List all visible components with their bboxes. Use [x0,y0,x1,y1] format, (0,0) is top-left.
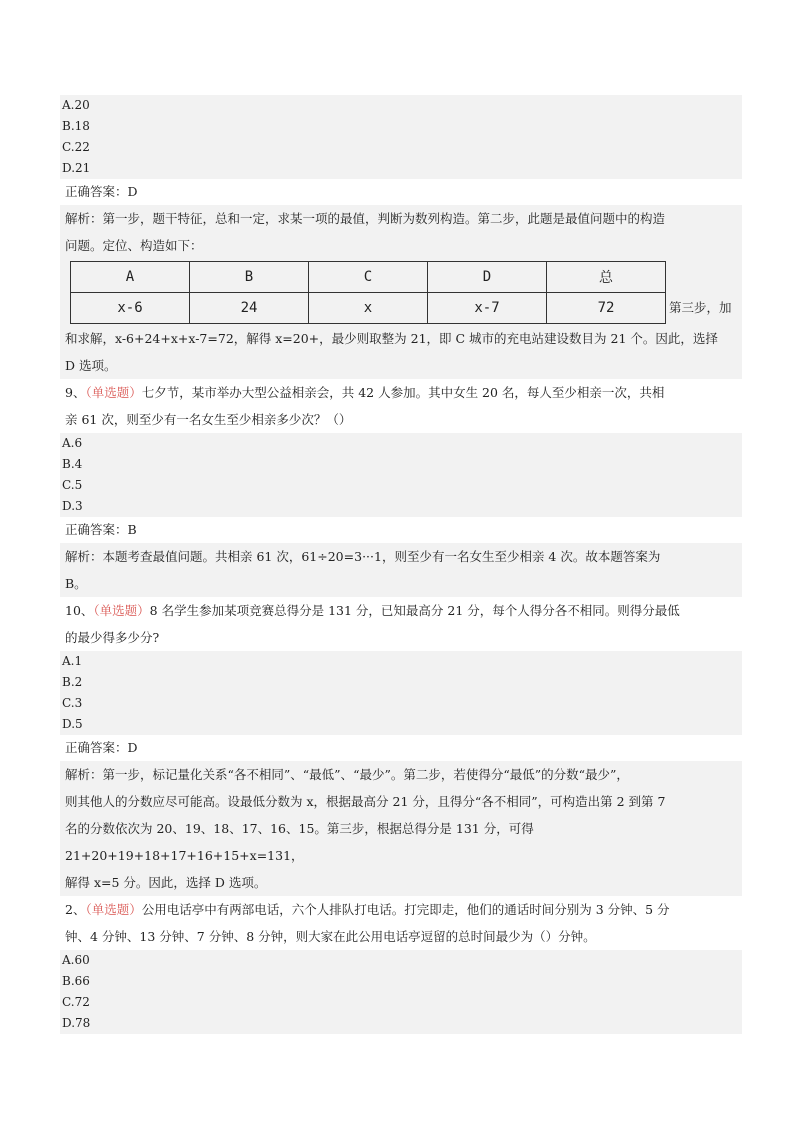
option-c[interactable]: C.3 [62,696,83,710]
q8-answer: 正确答案：D [65,184,138,199]
question-text: 七夕节，某市举办大型公益相亲会，共 42 人参加。其中女生 20 名，每人至少相亲一次，共相 [141,385,665,400]
table-cell: x-7 [428,293,547,324]
question-text: 8 名学生参加某项竞赛总得分是 131 分，已知最高分 21 分，每个人得分各不相同。则得分最低 [149,603,680,618]
table-cell: A [71,262,190,293]
q2-stem-line: 钟、4 分钟、13 分钟、7 分钟、8 分钟，则大家在此公用电话亭逗留的总时间最少为（）分钟。 [65,929,596,944]
q8-options [60,95,742,179]
analysis-continuation: 第三步，加 [669,300,732,315]
table-cell: C [309,262,428,293]
question-type-tag: （单选题） [85,385,142,400]
option-b[interactable]: B.66 [62,974,90,988]
option-d[interactable]: D.78 [62,1016,91,1030]
q9-options [60,433,742,517]
question-number: 9、 [65,385,86,400]
table-cell: 24 [190,293,309,324]
question-number: 10、 [65,603,94,618]
construction-table-wrap [60,259,742,325]
q10-stem [60,597,742,624]
analysis-line: 问题。定位、构造如下： [65,238,203,253]
table-cell: 总 [547,262,666,293]
question-type-tag: （单选题） [85,902,142,917]
option-a[interactable]: A.60 [62,953,90,967]
analysis-line: 和求解，x-6+24+x+x-7=72，解得 x=20+，最少则取整为 21，即 C 城市的充电站建设数目为 21 个。因此，选择 [65,331,718,346]
option-c[interactable]: C.5 [62,478,83,492]
option-a[interactable]: A.20 [62,98,90,112]
analysis-line: 则其他人的分数应尽可能高。设最低分数为 x，根据最高分 21 分，且得分“各不相同”，可构造出第 2 到第 7 [65,794,666,809]
question-text: 公用电话亭中有两部电话，六个人排队打电话。打完即走，他们的通话时间分别为 3 分钟、5 分 [141,902,670,917]
analysis-line: 解析：第一步，标记量化关系“各不相同”、“最低”、“最少”。第二步，若使得分“最低”的分数“最少”， [65,767,629,782]
table-cell: x-6 [71,293,190,324]
table-cell: x [309,293,428,324]
option-c[interactable]: C.72 [62,995,90,1009]
table-cell: D [428,262,547,293]
q9-stem [60,379,742,406]
q2-stem [60,896,742,923]
q9-stem-line: 亲 61 次，则至少有一名女生至少相亲多少次？（） [65,412,352,427]
option-d[interactable]: D.5 [62,717,83,731]
q2-options [60,950,742,1034]
analysis-line: D 选项。 [65,358,117,373]
document-page [60,95,742,1034]
option-b[interactable]: B.4 [62,457,83,471]
option-c[interactable]: C.22 [62,140,90,154]
option-b[interactable]: B.18 [62,119,90,133]
q8-analysis [60,205,742,379]
table-cell: B [190,262,309,293]
table-row [71,293,666,324]
analysis-line: 解得 x=5 分。因此，选择 D 选项。 [65,875,267,890]
analysis-line: 名的分数依次为 20、19、18、17、16、15。第三步，根据总得分是 131 分，可得 21+20+19+18+17+16+15+x=131， [65,821,534,863]
option-a[interactable]: A.1 [62,654,83,668]
q10-options [60,651,742,735]
q10-stem-line: 的最少得多少分? [65,630,160,645]
question-type-tag: （单选题） [93,603,150,618]
table-header-row [71,262,666,293]
q9-answer: 正确答案：B [65,522,137,537]
q10-analysis [60,761,742,896]
option-d[interactable]: D.3 [62,499,83,513]
analysis-line: 解析：第一步，题干特征，总和一定，求某一项的最值，判断为数列构造。第二步，此题是最值问题中的构造 [65,211,666,226]
option-b[interactable]: B.2 [62,675,83,689]
analysis-line: B。 [65,576,87,591]
option-a[interactable]: A.6 [62,436,83,450]
q9-analysis [60,543,742,597]
table-cell: 72 [547,293,666,324]
question-number: 2、 [65,902,86,917]
option-d[interactable]: D.21 [62,161,91,175]
construction-table [70,261,666,324]
q10-answer: 正确答案：D [65,740,138,755]
analysis-line: 解析：本题考查最值问题。共相亲 61 次，61÷20=3···1，则至少有一名女生至少相亲 4 次。故本题答案为 [65,549,661,564]
